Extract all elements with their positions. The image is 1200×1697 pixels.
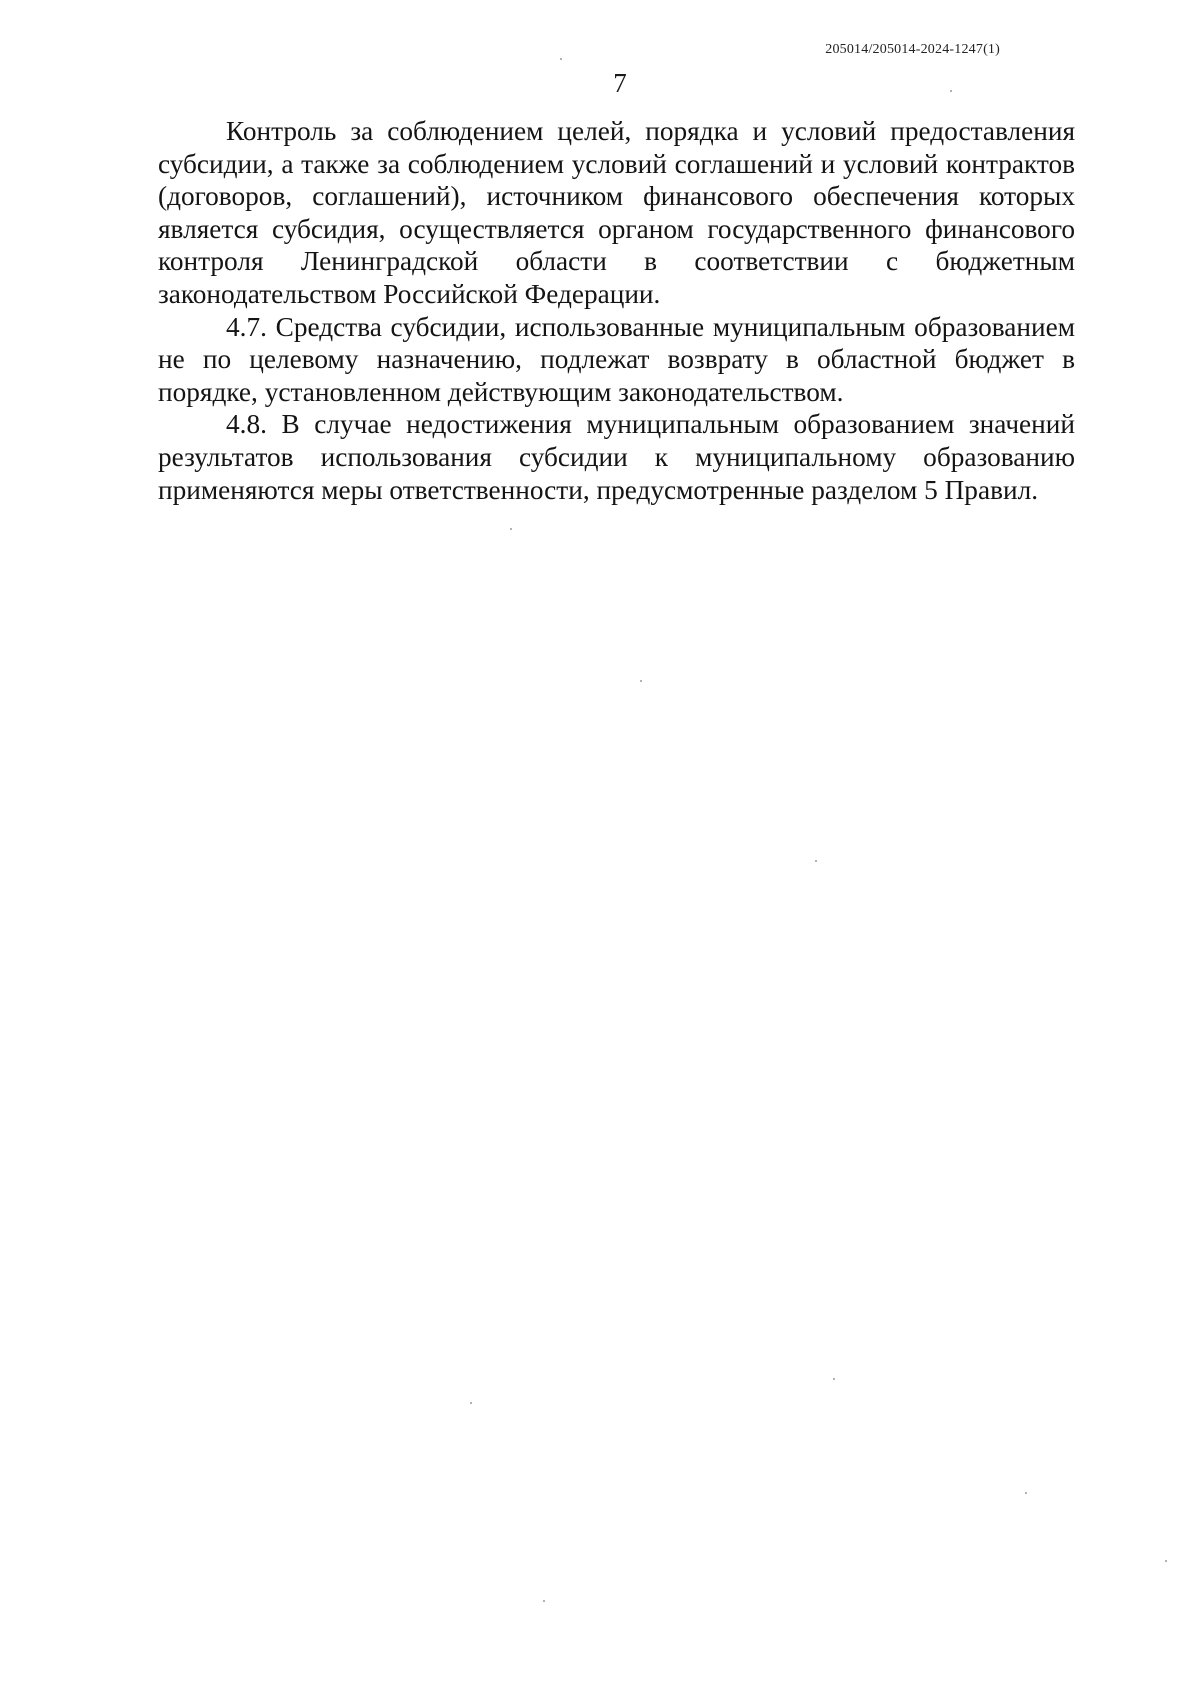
paragraph-control: Контроль за соблюдением целей, порядка и условий предоставления субсидии, а также за соблюдением условий соглашений и условий контрактов (договоров, соглашений), источником финансового обеспечения которых является субсидия, осуществляется органом государственного финансового контроля Ленинградской области в соответствии с бюджетным законодательством Российской Федерации. [158,116,1075,309]
paragraph-4-8: 4.8. В случае недостижения муниципальным образованием значений результатов использования субсидии к муниципальному образованию применяются меры ответственности, предусмотренные разделом 5 Правил. [158,409,1075,505]
scan-speck [510,528,512,530]
scan-speck [470,1402,472,1404]
paragraph-4-7: 4.7. Средства субсидии, использованные муниципальным образованием не по целевому назначению, подлежат возврату в областной бюджет в порядке, установленном действующим законодательством. [158,311,1075,407]
document-body [158,115,1075,506]
scan-speck [815,860,817,862]
scan-speck [543,1600,545,1602]
scan-speck [560,58,562,60]
page-number: 7 [613,68,627,98]
scan-speck [1165,1560,1167,1562]
document-id: 205014/205014-2024-1247(1) [825,42,1000,57]
scan-speck [640,680,642,682]
scan-speck [833,1378,835,1380]
scan-speck [1025,1492,1027,1494]
scan-speck [950,90,952,92]
